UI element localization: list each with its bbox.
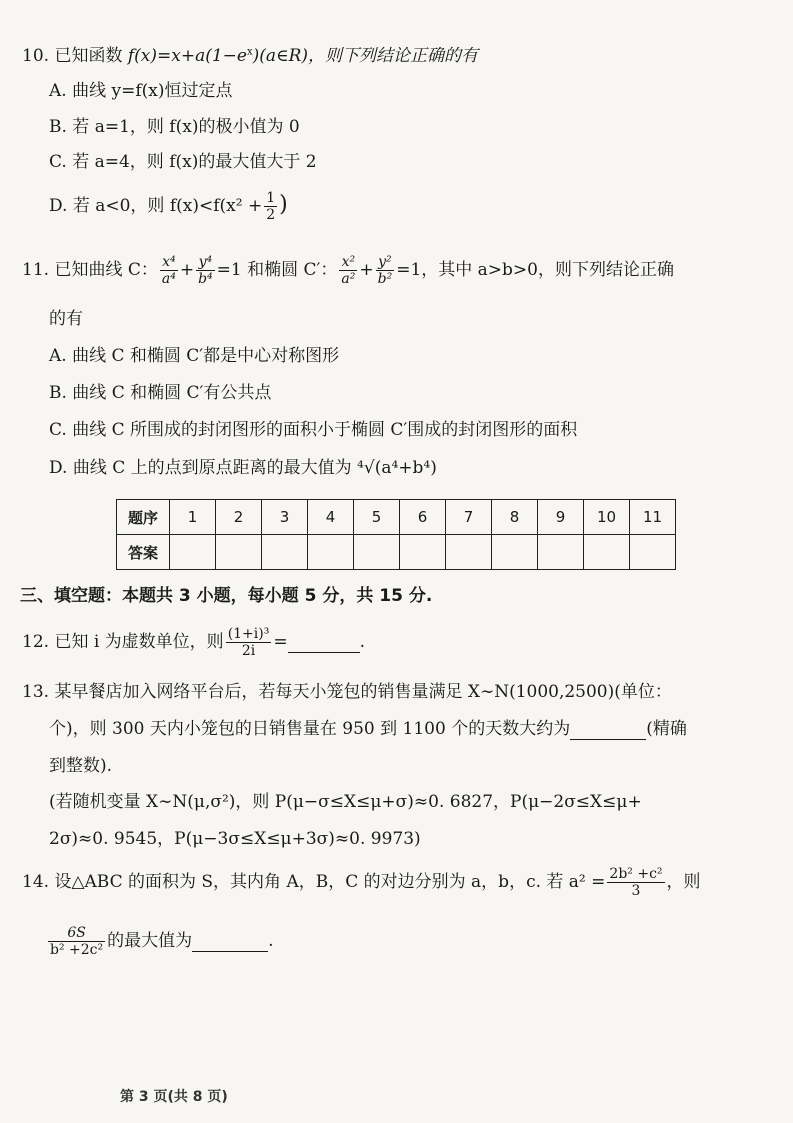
q10-option-c: C. 若 a=4，则 f(x)的最大值大于 2 xyxy=(49,152,317,172)
q10-option-a: A. 曲线 y=f(x)恒过定点 xyxy=(49,81,233,101)
q10-option-d: D. 若 a<0，则 f(x)<f(x² + $\frac{1}{2}$ ) xyxy=(49,190,288,224)
q11-option-d: D. 曲线 C 上的点到原点距离的最大值为 ⁴√(a⁴+b⁴) xyxy=(49,458,437,478)
question-number: 11 xyxy=(630,500,676,535)
question-number: 9 xyxy=(538,500,584,535)
q11-option-c: C. 曲线 C 所围成的封闭图形的面积小于椭圆 C′围成的封闭图形的面积 xyxy=(49,420,578,440)
question-number: 2 xyxy=(216,500,262,535)
q13-line4: (若随机变量 X∼N(μ,σ²)，则 P(μ−σ≤X≤μ+σ)≈0. 6827，P(μ−2σ≤X≤μ+ xyxy=(49,792,642,812)
q14-stem-cont: $\frac{6S}{\text{b² +2c²}}$ 的最大值为 . xyxy=(50,925,274,959)
answer-blank[interactable] xyxy=(288,632,360,653)
question-number: 4 xyxy=(308,500,354,535)
question-number: 10 xyxy=(584,500,630,535)
q11-stem-cont: 的有 xyxy=(49,309,83,329)
table-header-cell: 答案 xyxy=(117,535,170,570)
question-number: 6 xyxy=(400,500,446,535)
answer-cell[interactable] xyxy=(262,535,308,570)
q11-option-a: A. 曲线 C 和椭圆 C′都是中心对称图形 xyxy=(49,346,340,366)
q10-option-b: B. 若 a=1，则 f(x)的极小值为 0 xyxy=(49,117,300,137)
q11-stem: 11. 已知曲线 C： $\frac{\text{x⁴}}{\text{a⁴}}$ + $\frac{\text{y⁴}}{\text{b⁴}}$ =1 和椭圆 C′： $\frac{\text{x²}}{\text{a²}}$ + $\frac{\text{y²}}{\text{b²}}$ =1，其中 a>b>0，则下列结论正确 xyxy=(22,254,674,288)
q14-stem: 14. 设△ABC 的面积为 S，其内角 A，B，C 的对边分别为 a，b，c. 若 a² = $\frac{\text{2b² +c²}}{3}$ ，则 xyxy=(22,866,701,900)
answer-cell[interactable] xyxy=(584,535,630,570)
question-number: 1 xyxy=(170,500,216,535)
q13-line1: 13. 某早餐店加入网络平台后，若每天小笼包的销售量满足 X∼N(1000,2500)(单位： xyxy=(22,682,672,702)
answer-cell[interactable] xyxy=(400,535,446,570)
table-row xyxy=(117,535,676,570)
fraction: $\frac{1}{2}$ xyxy=(266,190,276,224)
q13-line3: 到整数). xyxy=(49,756,113,776)
q12-stem: 12. 已知 i 为虚数单位，则 $\frac{\text{(1+i)³}}{2i}$ = . xyxy=(22,626,365,660)
answer-cell[interactable] xyxy=(170,535,216,570)
section-title: 三、填空题：本题共 3 小题，每小题 5 分，共 15 分. xyxy=(20,586,433,606)
question-number: 5 xyxy=(354,500,400,535)
table-row xyxy=(117,500,676,535)
answer-blank[interactable] xyxy=(192,931,268,952)
answer-blank[interactable] xyxy=(570,719,646,740)
answer-table xyxy=(116,499,676,570)
table-header-cell: 题序 xyxy=(117,500,170,535)
q13-line2: 个)，则 300 天内小笼包的日销售量在 950 到 1100 个的天数大约为 (精确 xyxy=(49,719,687,739)
question-number: 8 xyxy=(492,500,538,535)
q13-line5: 2σ)≈0. 9545，P(μ−3σ≤X≤μ+3σ)≈0. 9973) xyxy=(49,829,421,849)
question-number: 3 xyxy=(262,500,308,535)
question-number: 7 xyxy=(446,500,492,535)
answer-cell[interactable] xyxy=(630,535,676,570)
q10-stem: 10. 已知函数 $f(x)=x+a(1-e^x)(a\in R)$，则下列结论正确的有 xyxy=(22,46,479,66)
answer-cell[interactable] xyxy=(446,535,492,570)
answer-cell[interactable] xyxy=(492,535,538,570)
answer-cell[interactable] xyxy=(216,535,262,570)
answer-cell[interactable] xyxy=(538,535,584,570)
answer-cell[interactable] xyxy=(354,535,400,570)
answer-cell[interactable] xyxy=(308,535,354,570)
q11-option-b: B. 曲线 C 和椭圆 C′有公共点 xyxy=(49,383,272,403)
page-footer: 第 3 页(共 8 页) xyxy=(120,1089,228,1105)
